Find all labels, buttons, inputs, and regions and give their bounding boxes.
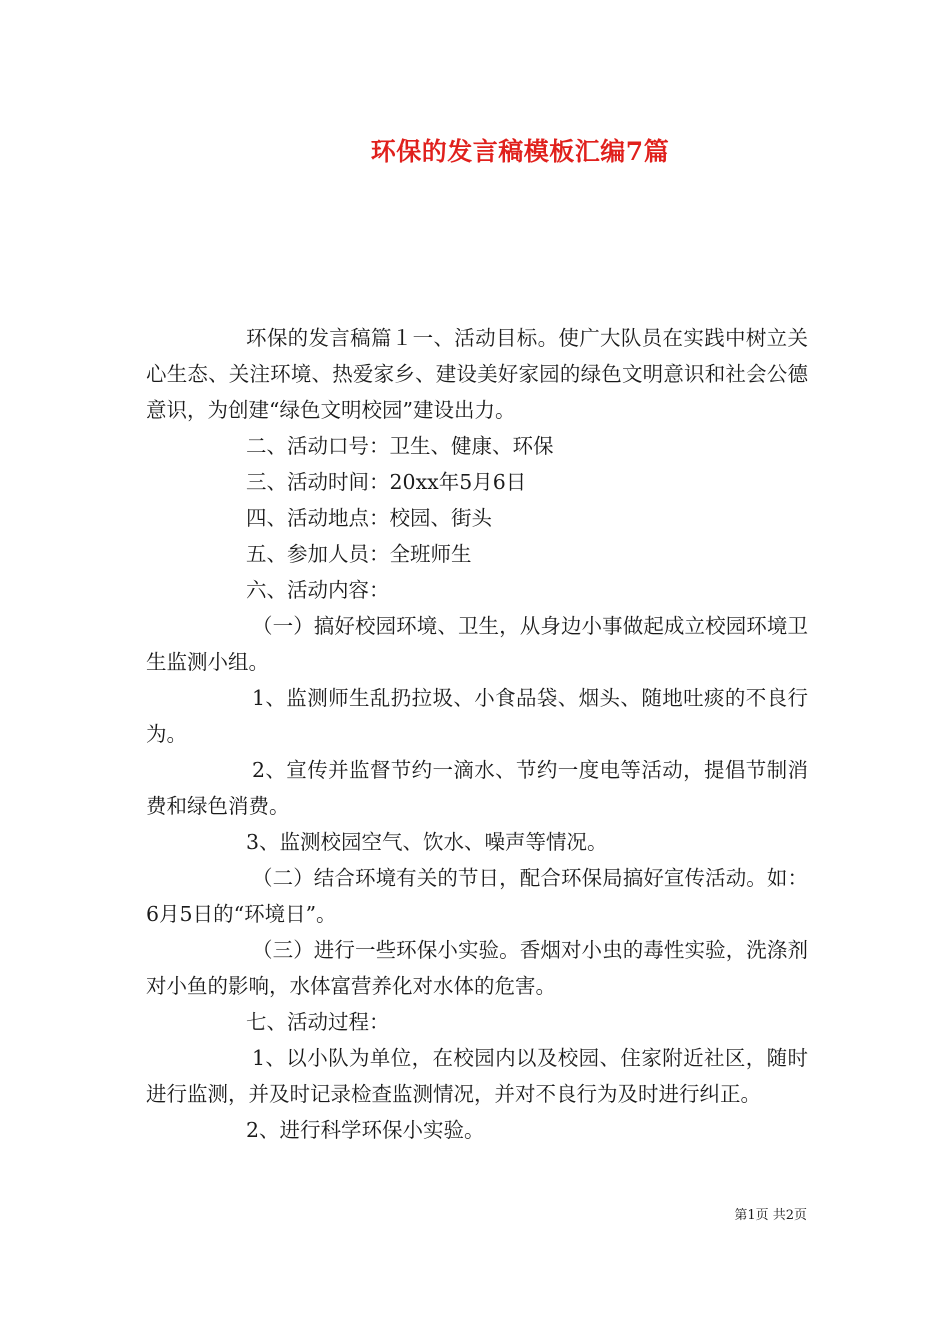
paragraph: （三）进行一些环保小实验。香烟对小虫的毒性实验，洗涤剂对小鱼的影响，水体富营养化对水体的危害。	[146, 938, 808, 998]
paragraph: 1、监测师生乱扔拉圾、小食品袋、烟头、随地吐痰的不良行为。	[146, 686, 808, 746]
document-title: 环保的发言稿模板汇编7篇	[370, 137, 670, 166]
paragraph: 3、监测校园空气、饮水、噪声等情况。	[246, 830, 608, 854]
paragraph: 2、进行科学环保小实验。	[246, 1118, 485, 1142]
paragraph: 2、宣传并监督节约一滴水、节约一度电等活动，提倡节制消费和绿色消费。	[146, 758, 808, 818]
paragraph: 六、活动内容：	[246, 578, 390, 602]
document-body	[146, 320, 808, 1148]
paragraph: （二）结合环境有关的节日，配合环保局搞好宣传活动。如：6月5日的“环境日”。	[146, 866, 808, 926]
page-number: 第1页 共2页	[734, 1208, 807, 1223]
paragraph: （一）搞好校园环境、卫生，从身边小事做起成立校园环境卫生监测小组。	[146, 614, 808, 674]
paragraph: 环保的发言稿篇１一、活动目标。使广大队员在实践中树立关心生态、关注环境、热爱家乡、建设美好家园的绿色文明意识和社会公德意识，为创建“绿色文明校园”建设出力。	[146, 326, 808, 422]
paragraph: 五、参加人员：全班师生	[246, 542, 472, 566]
paragraph: 二、活动口号：卫生、健康、环保	[246, 434, 554, 458]
paragraph: 七、活动过程：	[246, 1010, 390, 1034]
paragraph: 四、活动地点：校园、街头	[246, 506, 492, 530]
paragraph: 三、活动时间：20xx年5月6日	[246, 470, 527, 494]
paragraph: 1、以小队为单位，在校园内以及校园、住家附近社区，随时进行监测，并及时记录检查监测情况，并对不良行为及时进行纠正。	[146, 1046, 808, 1106]
